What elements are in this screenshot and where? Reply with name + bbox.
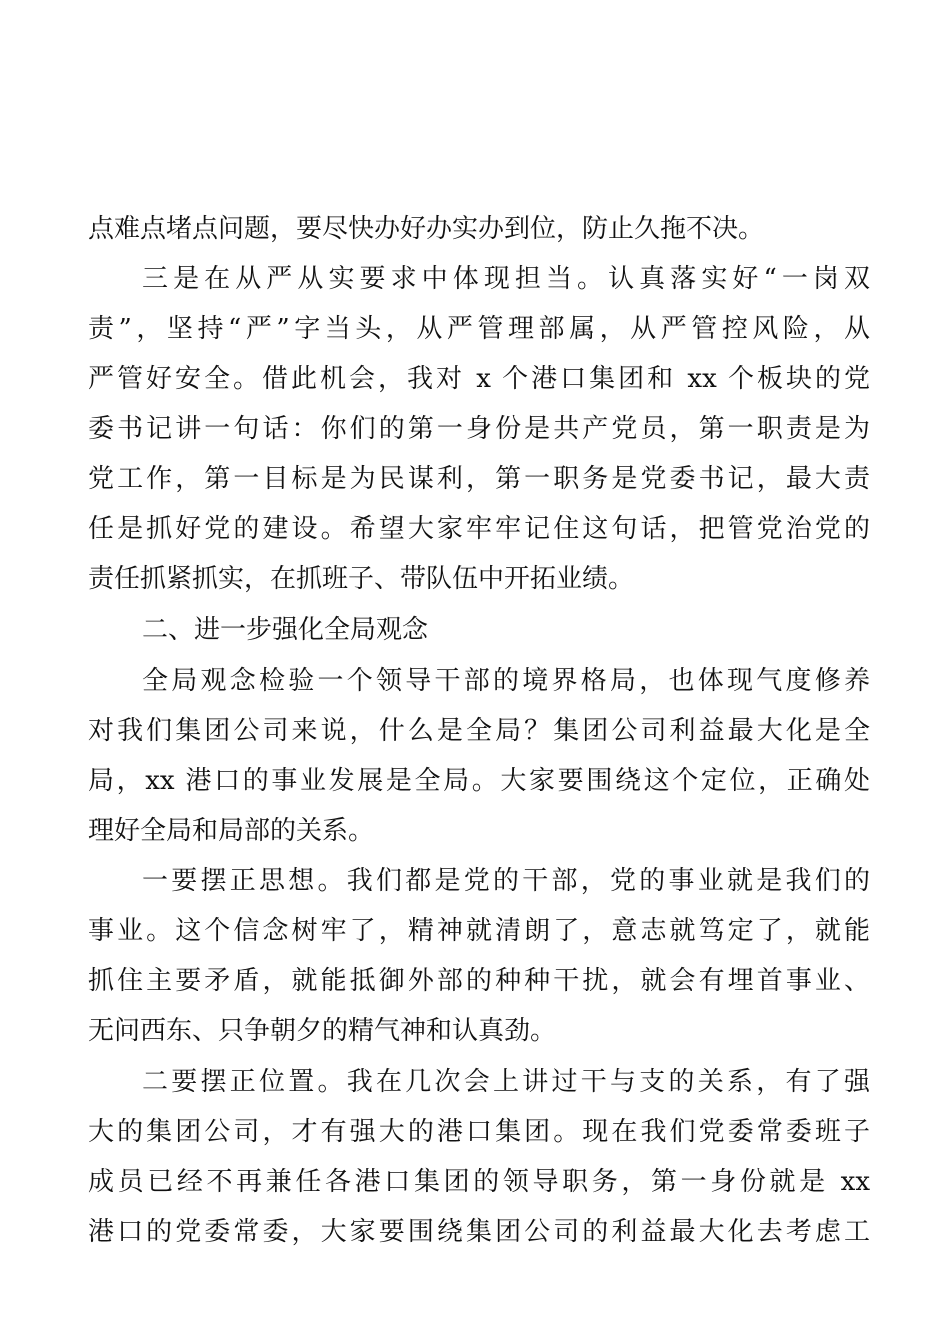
text-line-4: 严管好安全。借此机会，我对 x 个港口集团和 xx 个板块的党 [88,364,870,394]
text-line-10: 全局观念检验一个领导干部的境界格局，也体现气度修养 [142,666,870,696]
text-line-2: 三是在从严从实要求中体现担当。认真落实好“一岗双 [142,264,870,294]
text-line-20: 成员已经不再兼任各港口集团的领导职务，第一身份就是 xx [88,1167,870,1197]
text-line-13: 理好全局和局部的关系。 [88,816,375,846]
text-line-19: 大的集团公司，才有强大的港口集团。现在我们党委常委班子 [88,1117,870,1147]
text-line-1: 点难点堵点问题，要尽快办好办实办到位，防止久拖不决。 [88,214,765,244]
text-line-8: 责任抓紧抓实，在抓班子、带队伍中开拓业绩。 [88,564,635,594]
text-line-17: 无问西东、只争朝夕的精气神和认真劲。 [88,1016,557,1046]
text-line-16: 抓住主要矛盾，就能抵御外部的种种干扰，就会有埋首事业、 [88,966,870,996]
text-line-15: 事业。这个信念树牢了，精神就清朗了，意志就笃定了，就能 [88,916,870,946]
text-line-21: 港口的党委常委，大家要围绕集团公司的利益最大化去考虑工 [88,1217,870,1247]
text-line-3: 责”，坚持“严”字当头，从严管理部属，从严管控风险，从 [88,314,870,344]
text-line-7: 任是抓好党的建设。希望大家牢牢记住这句话，把管党治党的 [88,514,870,544]
text-line-6: 党工作，第一目标是为民谋利，第一职务是党委书记，最大责 [88,464,870,494]
section-heading: 二、进一步强化全局观念 [142,615,429,645]
text-line-12: 局，xx 港口的事业发展是全局。大家要围绕这个定位，正确处 [88,766,870,796]
text-line-5: 委书记讲一句话：你们的第一身份是共产党员，第一职责是为 [88,414,870,444]
text-line-18: 二要摆正位置。我在几次会上讲过干与支的关系，有了强 [142,1067,870,1097]
text-line-11: 对我们集团公司来说，什么是全局？集团公司利益最大化是全 [88,716,870,746]
text-line-14: 一要摆正思想。我们都是党的干部，党的事业就是我们的 [142,866,870,896]
